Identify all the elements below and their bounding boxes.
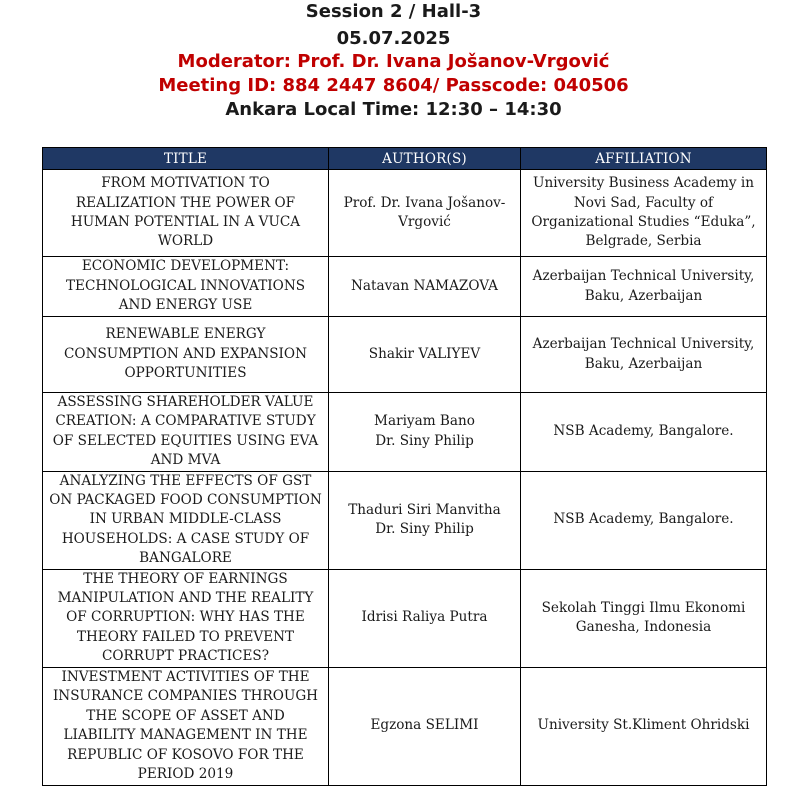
author-name: Mariyam Bano: [374, 413, 475, 430]
paper-affiliation: Azerbaijan Technical University, Baku, Azerbaijan: [521, 257, 767, 317]
session-date: 05.07.2025: [336, 28, 451, 49]
paper-authors: [329, 170, 521, 257]
paper-authors: [329, 667, 521, 785]
author-name: Prof. Dr. Ivana Jošanov-Vrgović: [343, 194, 506, 230]
paper-title: INVESTMENT ACTIVITIES OF THE INSURANCE COMPANIES THROUGH THE SCOPE OF ASSET AND LIABILITY MANAGEMENT IN THE REPUBLIC OF KOSOVO FOR THE PERIOD 2019: [43, 667, 329, 785]
paper-authors: [329, 393, 521, 472]
table-header-row: [43, 148, 767, 170]
author-name: Dr. Siny Philip: [375, 521, 474, 538]
session-title: Session 2 / Hall-3: [305, 1, 482, 22]
paper-affiliation: Sekolah Tinggi Ilmu Ekonomi Ganesha, Indonesia: [521, 569, 767, 667]
table-row: [43, 257, 767, 317]
column-header-authors: AUTHOR(S): [329, 148, 521, 170]
column-header-title: TITLE: [43, 148, 329, 170]
paper-title: ANALYZING THE EFFECTS OF GST ON PACKAGED FOOD CONSUMPTION IN URBAN MIDDLE-CLASS HOUSEHOLDS: A CASE STUDY OF BANGALORE: [43, 471, 329, 569]
paper-title: ASSESSING SHAREHOLDER VALUE CREATION: A COMPARATIVE STUDY OF SELECTED EQUITIES USING EVA AND MVA: [43, 393, 329, 472]
author-name: Egzona SELIMI: [370, 717, 479, 734]
column-header-affiliation: AFFILIATION: [521, 148, 767, 170]
session-program-table: [42, 147, 767, 786]
local-time-line: Ankara Local Time: 12:30 – 14:30: [225, 99, 562, 120]
paper-affiliation: Azerbaijan Technical University, Baku, Azerbaijan: [521, 317, 767, 393]
paper-authors: [329, 569, 521, 667]
paper-authors: [329, 317, 521, 393]
paper-authors: [329, 471, 521, 569]
table-row: [43, 471, 767, 569]
author-name: Dr. Siny Philip: [375, 432, 474, 449]
meeting-id-line: Meeting ID: 884 2447 8604/ Passcode: 040506: [158, 75, 629, 96]
author-name: Shakir VALIYEV: [368, 345, 481, 362]
author-name: Thaduri Siri Manvitha: [348, 501, 501, 518]
paper-affiliation: University Business Academy in Novi Sad, Faculty of Organizational Studies “Eduka”, Belgrade, Serbia: [521, 170, 767, 257]
moderator-line: Moderator: Prof. Dr. Ivana Jošanov-Vrgović: [177, 51, 610, 72]
table-row: [43, 667, 767, 785]
paper-title: THE THEORY OF EARNINGS MANIPULATION AND THE REALITY OF CORRUPTION: WHY HAS THE THEORY FAILED TO PREVENT CORRUPT PRACTICES?: [43, 569, 329, 667]
table-row: [43, 170, 767, 257]
paper-title: FROM MOTIVATION TO REALIZATION THE POWER OF HUMAN POTENTIAL IN A VUCA WORLD: [43, 170, 329, 257]
table-row: [43, 317, 767, 393]
paper-title: RENEWABLE ENERGY CONSUMPTION AND EXPANSION OPPORTUNITIES: [43, 317, 329, 393]
author-name: Natavan NAMAZOVA: [351, 277, 498, 294]
table-row: [43, 569, 767, 667]
paper-authors: [329, 257, 521, 317]
paper-affiliation: University St.Kliment Ohridski: [521, 667, 767, 785]
paper-title: ECONOMIC DEVELOPMENT: TECHNOLOGICAL INNOVATIONS AND ENERGY USE: [43, 257, 329, 317]
author-name: Idrisi Raliya Putra: [361, 609, 488, 626]
table-row: [43, 393, 767, 472]
paper-affiliation: NSB Academy, Bangalore.: [521, 471, 767, 569]
paper-affiliation: NSB Academy, Bangalore.: [521, 393, 767, 472]
